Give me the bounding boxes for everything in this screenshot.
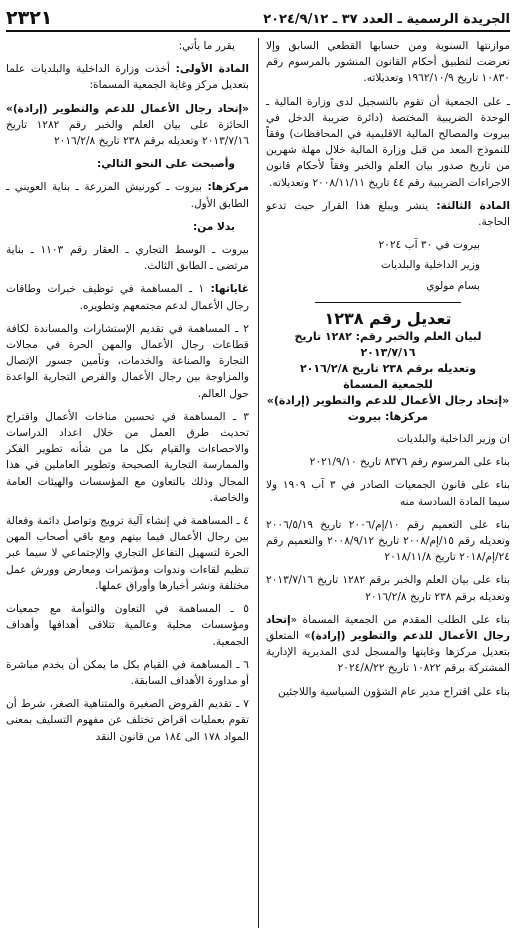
minister-intro: ان وزير الداخلية والبلديات — [396, 433, 510, 446]
association-block — [6, 101, 249, 150]
recital: بناء على المرسوم رقم ٨٣٧٦ تاريخ ٢٠٢١/٩/١٠ — [309, 456, 510, 469]
association-name: «إتحاد رجال الأعمال للدعم والتطوير (إرادة)» — [266, 394, 510, 408]
decision-intro: يقرر ما يأتي: — [178, 40, 235, 52]
goal-item — [6, 281, 249, 313]
association-hq: مركزها: بيروت — [347, 410, 429, 424]
recital: بناء على التعميم رقم ١٠/إم/٢٠٠٦ تاريخ ٢٠٠٦/٥/١٩ وتعديله رقم ١٥/إم/٢٠٠٨ تاريخ ٢٠٠٨/٩/١٢ والتعميم رقم ٢٤/إم/٢٠١٨ تاريخ ٢٠١٨/١١/٨ — [266, 518, 510, 564]
goal-item: ٦ ـ المساهمة في القيام بكل ما يمكن أن يخدم مباشرة أو مداورة الأهداف السابقة. — [6, 658, 249, 687]
goal-item: ٤ ـ المساهمة في إنشاء آلية ترويج وتواصل دائمة وفعالة بين رجال الأعمال فيما بينهم ومع باقي أصحاب المهن الحرة لتسهيل التفاعل التجاري والإجتماعي لا سيما عبر تنظيم لقاءات وندوات ومؤتمرات ومعارض وورش عمل مختلفة ونشر أخبارها وأوراق عملها. — [6, 515, 249, 592]
goal-item: ٧ ـ تقديم القروض الصغيرة والمتناهية الصغر، شرط أن تقوم بعمليات اقراض تختلف عن مفهوم التسليف بمعنى المواد ١٧٨ الى ١٨٤ من قانون النقد — [6, 698, 249, 743]
goal-text: ١ ـ المساهمة في توظيف خبرات وطاقات رجال الأعمال لدعم مجتمعهم وتطويره. — [6, 283, 249, 312]
article-one — [6, 61, 249, 93]
old-hq: بيروت ـ الوسط التجاري ـ العقار رقم ١١٠٣ ـ بناية مرتضى ـ الطابق الثالث. — [6, 244, 249, 273]
recital-text: » المتعلق بتعديل مركزها وغايتها والمسجل لدى المديرية الإدارية المشتركة برقم ١٠٨٢٢ تاريخ ٢٠٢٤/٨/٢٢ — [266, 630, 510, 675]
goal-item: ٢ ـ المساهمة في تقديم الإستشارات والمساندة لكافة قطاعات رجال الأعمال والمهن الحرة في مجالات التجارة والصناعة والخدمات، وتأمين جسور الإتصال والمزاوجة بين رجال الأعمال والفرص التجارية الواعدة حول العالم. — [6, 322, 249, 400]
goal-item: ٥ ـ المساهمة في التعاون والتوأمة مع جمعيات ومؤسسات محلية وعالمية تتلاقى أهدافها وأهداف الجمعية. — [6, 603, 249, 648]
association-tail: الحائزة على بيان العلم والخبر رقم ١٢٨٢ تاريخ ٢٠١٣/٧/١٦ وتعديله برقم ٢٣٨ تاريخ ٢٠١٦/٢/٨ — [6, 118, 249, 148]
instead-heading: بدلا من: — [192, 220, 235, 233]
amendment-title: تعديل رقم ١٢٣٨ — [324, 308, 452, 328]
article-label: المادة الأولى: — [175, 63, 249, 76]
recital: بناء على قانون الجمعيات الصادر في ٣ آب ١٩٠٩ ولا سيما المادة السادسة منه — [266, 479, 510, 508]
goal-item: ٣ ـ المساهمة في تحسين مناخات الأعمال واقتراح تحديث طرق العمل من خلال اعداد الدراسات والاحصاءات والقيام بكل ما من شأنه تطوير الفكر والممارسة التجارية الصحيحة وتطوير العاملين في هذا المجال وذلك بالتعاون مع المؤسسات والهيئات العامة والخاصة. — [6, 410, 249, 504]
recital — [266, 612, 510, 677]
association-name: «إتحاد رجال الأعمال للدعم والتطوير (إرادة)» — [6, 102, 249, 115]
new-hq — [6, 179, 249, 211]
page-number: ٢٣٢١ — [6, 7, 53, 29]
article-label: المادة الثالثة: — [436, 199, 510, 212]
article-text: أخذت وزارة الداخلية والبلديات علما بتعديل مركز وغاية الجمعية المسماة: — [6, 63, 249, 92]
goals-label: غاياتها: — [210, 283, 249, 296]
right-column — [266, 38, 510, 928]
hq-label: مركزها: — [207, 181, 249, 194]
amendment-subtitle: وتعديله برقم ٢٣٨ تاريخ ٢٠١٦/٢/٨ — [299, 362, 477, 376]
page-header — [6, 4, 510, 32]
signature-title: وزير الداخلية والبلديات — [380, 259, 480, 272]
article-three — [266, 198, 510, 230]
recital: بناء على اقتراح مدير عام الشؤون السياسية واللاجئين — [278, 685, 510, 698]
column-divider — [258, 38, 259, 928]
amendment-subtitle: للجمعية المسماة — [343, 378, 433, 392]
left-column — [6, 38, 249, 928]
separator-line — [315, 302, 461, 303]
amendment-subtitle: لبيان العلم والخبر رقم: ١٢٨٢ تاريخ ٢٠١٣/٧/١٦ — [294, 330, 482, 360]
gazette-title: الجريدة الرسمية ـ العدد ٣٧ ـ ٢٠٢٤/٩/١٢ — [263, 12, 510, 27]
recital-bold: إتحاد رجال الأعمال للدعم والتطوير (إرادة) — [266, 613, 510, 643]
article-text: ينشر ويبلغ هذا القرار حيث تدعو الحاجة. — [266, 199, 510, 229]
paragraph: موازنتها السنوية ومن حسابها القطعي السابق وإلا تعرضت لتطبيق أحكام القانون المنشور بالمرسوم رقم ١٠٨٣٠ تاريخ ١٩٦٢/١٠/٩ وتعديلاته. — [266, 40, 510, 85]
became-heading: وأصبحت على النحو التالي: — [96, 158, 235, 171]
recital-text: بناء على الطلب المقدم من الجمعية المسماة « — [290, 613, 510, 626]
hq-text: بيروت ـ كورنيش المزرعة ـ بناية العويني ـ الطابق الأول. — [6, 181, 249, 210]
recital: بناء على بيان العلم والخبر برقم ١٢٨٢ تاريخ ٢٠١٣/٧/١٦ وتعديله برقم ٢٣٨ تاريخ ٢٠١٦/٢/٨ — [266, 574, 510, 603]
paragraph: ـ على الجمعية أن تقوم بالتسجيل لدى وزارة المالية ـ الوحدة الضريبية المختصة (دائرة ضريبة الدخل في بيروت والمصالح المالية الاقليمية في المحافظات) وفقاً للنموذج المعد من قبل وزارة المالية خلال مهلة شهرين من تاريخ صدور بيان العلم والخبر وفقاً لأحكام قانون الاجراءات الضريبية رقم ٤٤ تاريخ ٢٠٠٨/١١/١١ وتعديلاته. — [266, 95, 510, 189]
signature-name: بسام مولوي — [426, 279, 480, 292]
signature-date: بيروت في ٣٠ آب ٢٠٢٤ — [378, 239, 480, 252]
